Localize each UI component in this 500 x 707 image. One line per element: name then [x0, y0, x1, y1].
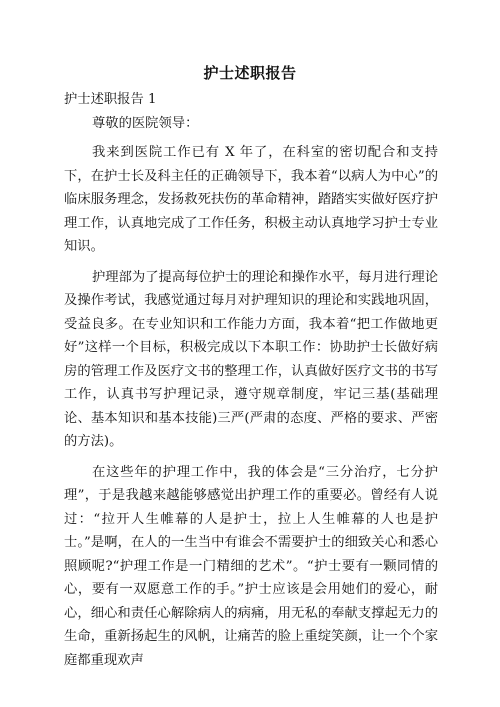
document-body [64, 88, 438, 679]
paragraph-1: 我来到医院工作已有 X 年了，在科室的密切配合和支持下，在护士长及科主任的正确领导下，我本着“以病人为中心”的临床服务理念，发扬救死扶伤的革命精神，踏踏实实做好医疗护理工作，认真地完成了工作任务，积极主动认真地学习护士专业知识。 [64, 145, 438, 254]
salutation: 尊敬的医院领导： [92, 115, 199, 131]
document-title: 护士述职报告 [203, 64, 297, 82]
paragraph-2: 护理部为了提高每位护士的理论和操作水平，每月进行理论及操作考试，我感觉通过每月对护理知识的理论和实践地巩固，受益良多。在专业知识和工作能力方面，我本着“把工作做地更好”这样一个目标，积极完成以下本职工作：协助护士长做好病房的管理工作及医疗文书的整理工作，认真做好医疗文书的书写工作，认真书写护理记录，遵守规章制度，牢记三基(基础理论、基本知识和基本技能)三严(严肃的态度、严格的要求、严密的方法)。 [64, 269, 438, 449]
document-subtitle: 护士述职报告 1 [64, 92, 157, 107]
paragraph-3: 在这些年的护理工作中，我的体会是“三分治疗，七分护理”，于是我越来越能够感觉出护理工作的重要必。曾经有人说过：“拉开人生帷幕的人是护士，拉上人生帷幕的人也是护士。”是啊，在人的一生当中有谁会不需要护士的细致关心和悉心照顾呢?“护理工作是一门精细的艺术”。“护士要有一颗同情的心，要有一双愿意工作的手。”护士应该是会用她们的爱心，耐心，细心和责任心解除病人的病痛，用无私的奉献支撑起无力的生命，重新扬起生的风帆，让痛苦的脸上重绽笑颜，让一个个家庭都重现欢声 [64, 464, 438, 668]
